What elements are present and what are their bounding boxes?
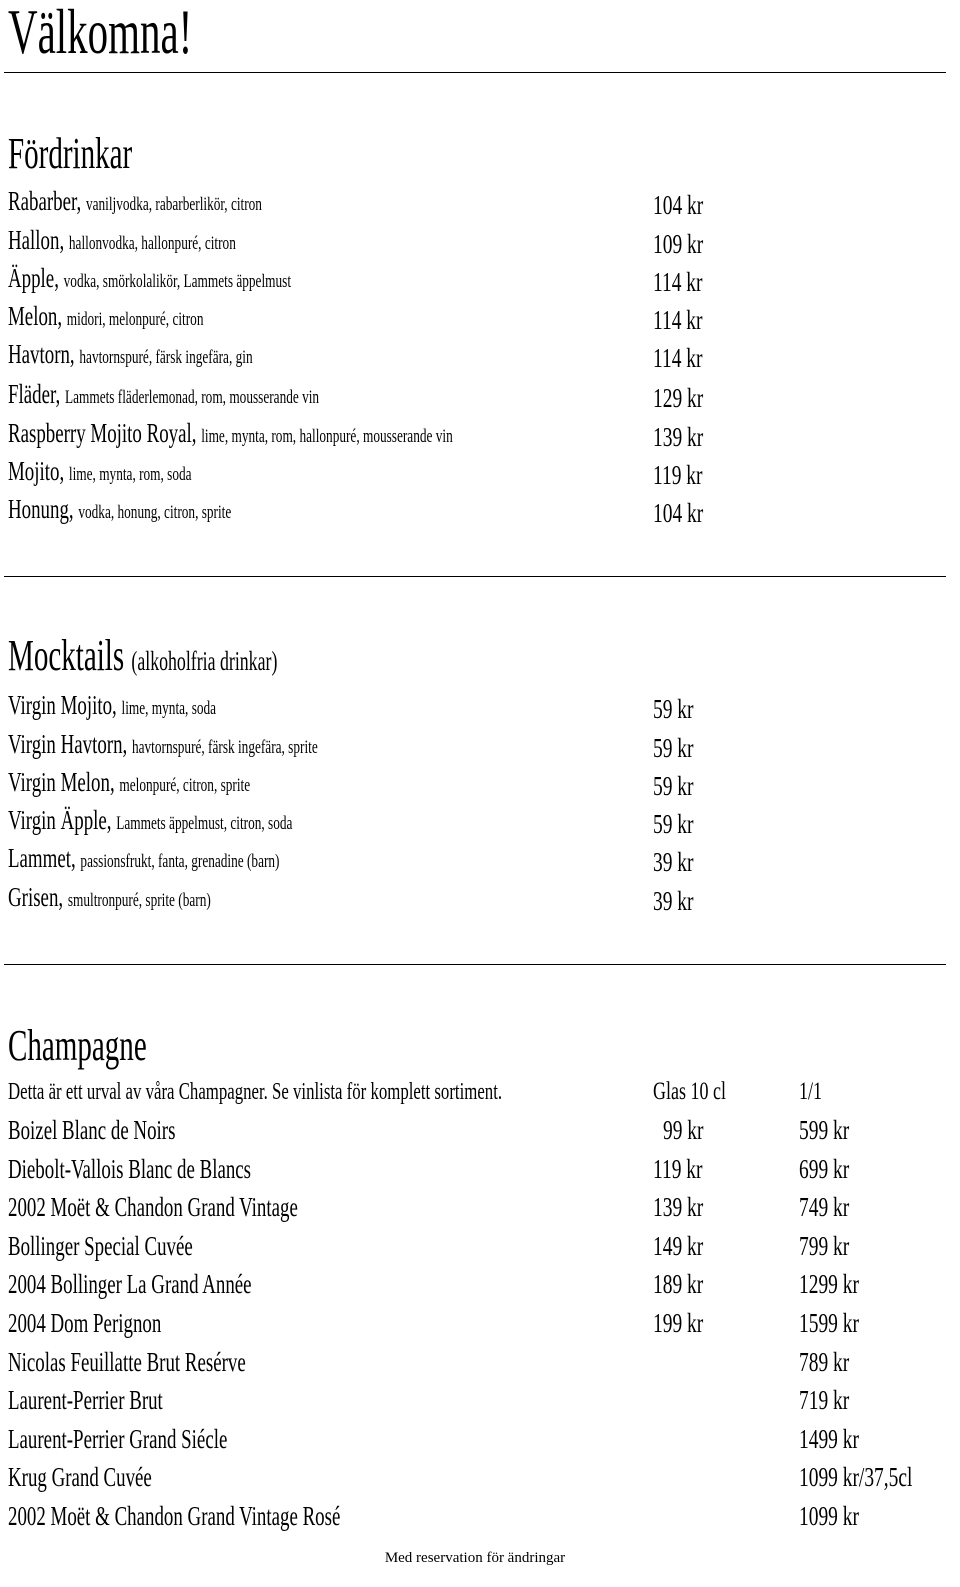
item-price: 114 kr — [653, 305, 703, 335]
champagne-item — [8, 1497, 953, 1535]
glass-price: 189 kr — [653, 1269, 704, 1299]
item-description: smultronpuré, sprite (barn) — [67, 890, 211, 911]
item-description: vodka, smörkolalikör, Lammets äppelmust — [63, 271, 292, 292]
champagne-item — [8, 1381, 953, 1419]
item-description: vodka, honung, citron, sprite — [78, 502, 232, 523]
item-name: Raspberry Mojito Royal, — [8, 418, 197, 448]
bottle-price: 1099 kr — [799, 1501, 859, 1531]
champagne-item — [8, 1111, 953, 1149]
mocktails-heading: Mocktails (alkoholfria drinkar) — [8, 631, 278, 680]
glass-price: 149 kr — [653, 1231, 704, 1261]
item-name: Virgin Melon, — [8, 767, 115, 797]
item-name: 2002 Moët & Chandon Grand Vintage — [8, 1192, 298, 1222]
drink-item — [8, 494, 953, 532]
champagne-item — [8, 1343, 953, 1381]
drink-item — [8, 456, 953, 494]
item-description: lime, mynta, rom, soda — [68, 464, 192, 485]
col-bottle-header: 1/1 — [799, 1078, 823, 1105]
item-price: 129 kr — [653, 383, 704, 413]
item-name: Lammet, — [8, 843, 76, 873]
footer-note: Med reservation för ändringar — [384, 1550, 566, 1566]
item-price: 104 kr — [653, 190, 704, 220]
champagne-item — [8, 1420, 953, 1458]
glass-price: 139 kr — [653, 1192, 704, 1222]
item-description: havtornspuré, färsk ingefära, gin — [79, 347, 253, 368]
drink-item — [8, 379, 953, 417]
item-description: passionsfrukt, fanta, grenadine (barn) — [80, 851, 280, 872]
item-name: Nicolas Feuillatte Brut Resérve — [8, 1347, 246, 1377]
champagne-item — [8, 1304, 953, 1342]
item-name: Hallon, — [8, 225, 65, 255]
item-name: Virgin Mojito, — [8, 690, 117, 720]
champagne-item — [8, 1458, 953, 1496]
item-price: 39 kr — [653, 847, 694, 877]
champagne-item — [8, 1227, 953, 1265]
page-title: Välkomna! — [8, 0, 193, 67]
section-divider-2 — [4, 964, 946, 965]
item-description: havtornspuré, färsk ingefära, sprite — [131, 737, 318, 758]
bottle-price: 789 kr — [799, 1347, 850, 1377]
item-price: 119 kr — [653, 460, 703, 490]
bottle-price: 1599 kr — [799, 1308, 859, 1338]
item-description: midori, melonpuré, citron — [66, 309, 204, 330]
fordrinkar-heading: Fördrinkar — [8, 129, 133, 178]
drink-item — [8, 418, 953, 456]
champagne-item — [8, 1188, 953, 1226]
glass-price: 199 kr — [653, 1308, 704, 1338]
bottle-price: 1499 kr — [799, 1424, 859, 1454]
drink-item — [8, 301, 953, 339]
item-name: Äpple, — [8, 263, 59, 293]
item-price: 109 kr — [653, 229, 704, 259]
drink-item — [8, 186, 953, 224]
col-glass-header: Glas 10 cl — [653, 1078, 726, 1105]
item-name: Fläder, — [8, 379, 61, 409]
item-description: Lammets fläderlemonad, rom, mousserande vin — [64, 387, 320, 408]
mocktails-subheading: (alkoholfria drinkar) — [131, 646, 278, 676]
mocktail-item — [8, 843, 953, 881]
item-description: hallonvodka, hallonpuré, citron — [68, 233, 236, 254]
item-name: Mojito, — [8, 456, 65, 486]
item-description: vaniljvodka, rabarberlikör, citron — [85, 194, 262, 215]
item-name: Krug Grand Cuvée — [8, 1462, 152, 1492]
champagne-item — [8, 1265, 953, 1303]
item-name: Rabarber, — [8, 186, 82, 216]
mocktail-item — [8, 729, 953, 767]
champagne-item — [8, 1150, 953, 1188]
mocktail-item — [8, 805, 953, 843]
bottle-price: 799 kr — [799, 1231, 850, 1261]
item-price: 39 kr — [653, 886, 694, 916]
bottle-price: 699 kr — [799, 1154, 850, 1184]
drink-item — [8, 339, 953, 377]
mocktail-item — [8, 882, 953, 920]
champagne-intro-row — [8, 1073, 953, 1111]
bottle-price: 719 kr — [799, 1385, 850, 1415]
item-name: Honung, — [8, 494, 74, 524]
item-name: Laurent-Perrier Brut — [8, 1385, 163, 1415]
champagne-heading: Champagne — [8, 1021, 147, 1070]
mocktail-item — [8, 690, 953, 728]
drink-item — [8, 263, 953, 301]
item-name: Bollinger Special Cuvée — [8, 1231, 193, 1261]
item-name: 2004 Dom Perignon — [8, 1308, 162, 1338]
item-name: Diebolt-Vallois Blanc de Blancs — [8, 1154, 252, 1184]
item-price: 59 kr — [653, 733, 694, 763]
mocktail-item — [8, 767, 953, 805]
item-description: lime, mynta, soda — [121, 698, 217, 719]
drink-item — [8, 225, 953, 263]
bottle-price: 1099 kr/37,5cl — [799, 1462, 913, 1492]
bottle-price: 749 kr — [799, 1192, 850, 1222]
item-price: 59 kr — [653, 694, 694, 724]
item-description: Lammets äppelmust, citron, soda — [116, 813, 293, 834]
item-name: Grisen, — [8, 882, 64, 912]
item-price: 59 kr — [653, 771, 694, 801]
item-price: 139 kr — [653, 422, 704, 452]
item-description: lime, mynta, rom, hallonpuré, mousserande vin — [201, 426, 453, 447]
section-divider-1 — [4, 576, 946, 577]
item-name: Laurent-Perrier Grand Siécle — [8, 1424, 228, 1454]
item-price: 114 kr — [653, 267, 703, 297]
item-name: Virgin Havtorn, — [8, 729, 128, 759]
item-name: Virgin Äpple, — [8, 805, 112, 835]
item-description: melonpuré, citron, sprite — [119, 775, 251, 796]
item-price: 104 kr — [653, 498, 704, 528]
glass-price: 99 kr — [663, 1115, 704, 1145]
glass-price: 119 kr — [653, 1154, 703, 1184]
item-price: 114 kr — [653, 343, 703, 373]
item-name: 2002 Moët & Chandon Grand Vintage Rosé — [8, 1501, 341, 1531]
bottle-price: 1299 kr — [799, 1269, 859, 1299]
item-name: 2004 Bollinger La Grand Année — [8, 1269, 252, 1299]
item-price: 59 kr — [653, 809, 694, 839]
item-name: Havtorn, — [8, 339, 75, 369]
title-divider — [4, 72, 946, 73]
champagne-intro: Detta är ett urval av våra Champagner. Se vinlista för komplett sortiment. — [8, 1079, 503, 1105]
bottle-price: 599 kr — [799, 1115, 850, 1145]
item-name: Boizel Blanc de Noirs — [8, 1115, 176, 1145]
item-name: Melon, — [8, 301, 63, 331]
